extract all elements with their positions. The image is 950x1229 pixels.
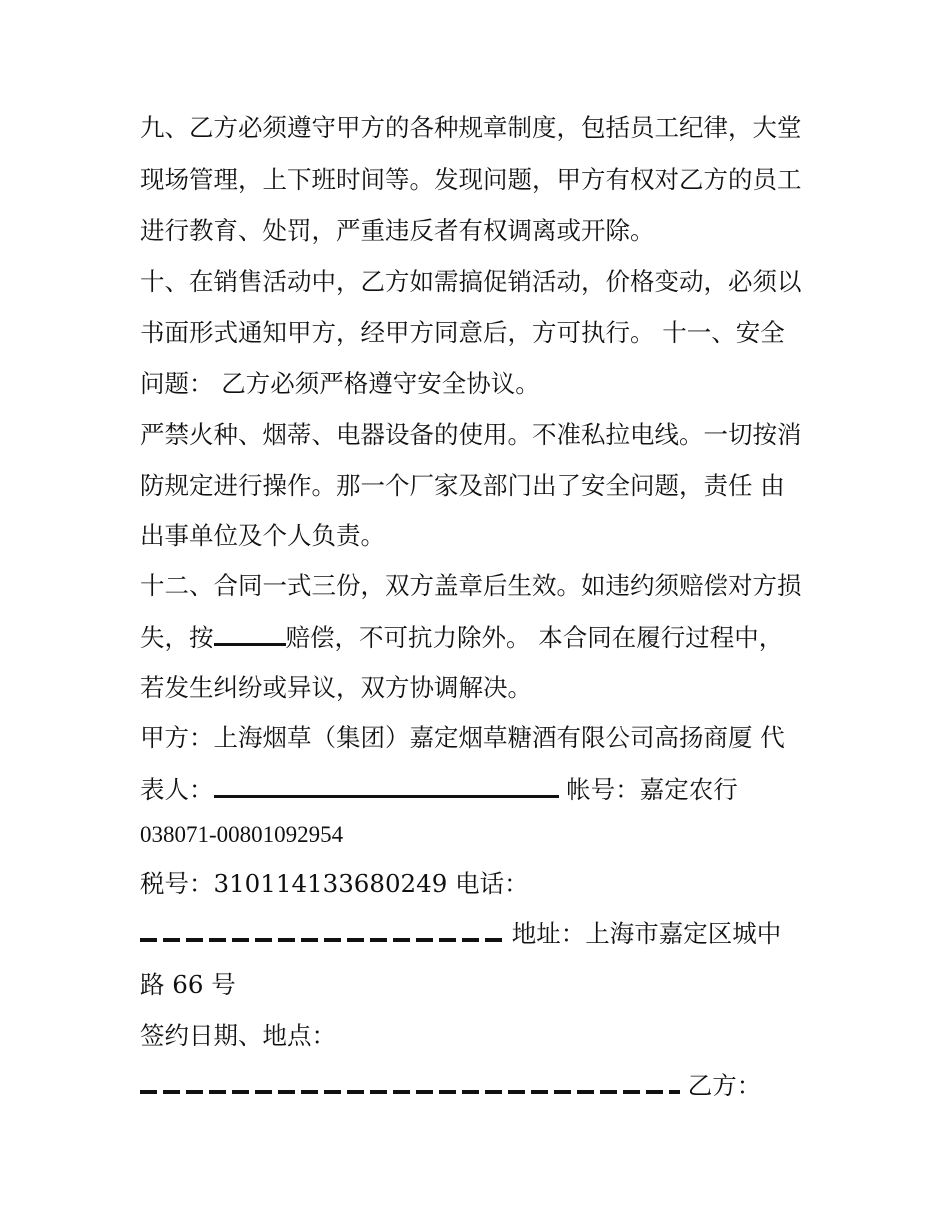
clause-9-line-2: 现场管理，上下班时间等。发现问题，甲方有权对乙方的员工 xyxy=(140,165,802,194)
address-label: 地址：上海市嘉定区城中 xyxy=(504,919,782,948)
clause-12-text-before-blank: 失，按 xyxy=(140,623,214,652)
address-continued: 路 66 号 xyxy=(140,970,236,999)
phone-address-line xyxy=(140,919,781,949)
signing-blank-line xyxy=(140,1071,761,1101)
signing-date-place-label: 签约日期、地点： xyxy=(140,1021,336,1050)
clause-10-line-2: 书面形式通知甲方，经甲方同意后，方可执行。 十一、安全 xyxy=(140,318,785,347)
clause-11-line-1: 问题： 乙方必须严格遵守安全协议。 xyxy=(140,369,540,398)
party-a-line: 甲方：上海烟草（集团）嘉定烟草糖酒有限公司高扬商厦 代 xyxy=(140,723,785,752)
clause-11-line-3: 防规定进行操作。那一个厂家及部门出了安全问题，责任 由 xyxy=(140,471,785,500)
account-label: 帐号：嘉定农行 xyxy=(558,775,738,804)
clause-9-line-1: 九、乙方必须遵守甲方的各种规章制度，包括员工纪律，大堂 xyxy=(140,113,802,142)
tax-phone-line: 税号：310114133680249 电话： xyxy=(140,869,529,898)
clause-10-line-1: 十、在销售活动中，乙方如需搞促销活动，价格变动，必须以 xyxy=(140,267,802,296)
representative-label: 表人： xyxy=(140,775,214,804)
phone-blank[interactable] xyxy=(140,920,504,942)
clause-11-line-2: 严禁火种、烟蒂、电器设备的使用。不准私拉电线。一切按消 xyxy=(140,420,802,449)
clause-12-line-2 xyxy=(140,621,783,653)
compensation-blank[interactable] xyxy=(214,621,286,646)
account-number: 038071-00801092954 xyxy=(140,822,344,847)
signing-date-place-blank[interactable] xyxy=(140,1072,680,1094)
clause-9-line-3: 进行教育、处罚，严重违反者有权调离或开除。 xyxy=(140,216,655,245)
clause-11-line-4: 出事单位及个人负责。 xyxy=(140,521,385,550)
clause-12-text-after-blank: 赔偿，不可抗力除外。 本合同在履行过程中， xyxy=(285,623,784,652)
representative-blank[interactable] xyxy=(214,773,559,798)
clause-12-line-1: 十二、合同一式三份，双方盖章后生效。如违约须赔偿对方损 xyxy=(140,571,802,600)
clause-12-line-3: 若发生纠纷或异议，双方协调解决。 xyxy=(140,673,532,702)
representative-line xyxy=(140,773,738,805)
party-b-label: 乙方： xyxy=(680,1071,762,1100)
